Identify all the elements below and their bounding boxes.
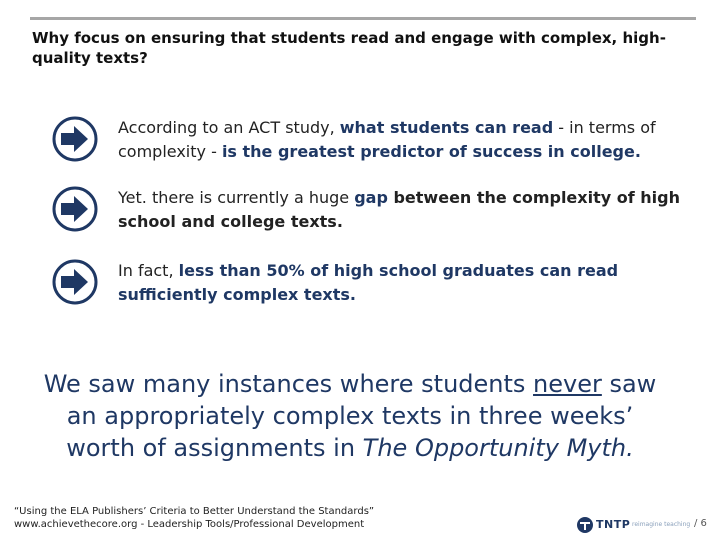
arrow-right-icon [52, 186, 98, 232]
top-divider [30, 17, 696, 20]
logo-mark-icon [576, 516, 594, 534]
callout-quote: We saw many instances where students never saw an appropriately complex texts in three weeks’ worth of assignments in The Opportunity Myth. [43, 370, 657, 462]
citation-link[interactable]: www.achievethecore.org - Leadership Tools/Professional Development [14, 519, 365, 530]
bullet-item [52, 116, 692, 186]
citation-title: “Using the ELA Publishers’ Criteria to Better Understand the Standards” [14, 506, 375, 517]
slide-title: Why focus on ensuring that students read and engage with complex, high-quality texts? [32, 29, 666, 67]
bullet-item [52, 259, 692, 329]
page-number: / 6 [694, 518, 707, 529]
arrow-right-icon [52, 116, 98, 162]
tntp-logo [576, 516, 696, 534]
arrow-right-icon [52, 259, 98, 305]
bullet-text: In fact, less than 50% of high school graduates can read sufficiently complex texts. [118, 261, 619, 304]
bullet-item [52, 186, 692, 256]
logo-tagline: reimagine teaching [632, 521, 691, 528]
bullet-text: Yet. there is currently a huge gap between the complexity of high school and college texts. [118, 188, 680, 231]
logo-text: TNTP [596, 518, 631, 531]
bullet-text: According to an ACT study, what students can read - in terms of complexity - is the greatest predictor of success in college. [118, 118, 656, 161]
citation-footer [14, 505, 434, 531]
